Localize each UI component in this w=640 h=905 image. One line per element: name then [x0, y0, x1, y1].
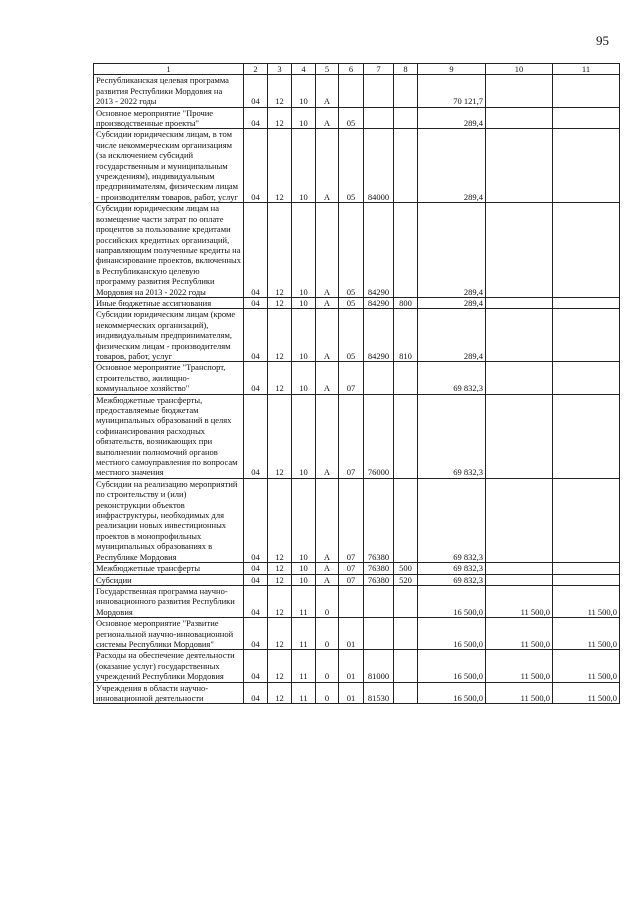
value-cell-11: [553, 563, 620, 574]
value-cell-5: А: [316, 203, 339, 298]
value-cell-7: [364, 585, 394, 617]
row-name-cell: Субсидии: [94, 574, 244, 585]
value-cell-6: 07: [339, 478, 364, 562]
value-cell-10: [486, 362, 553, 394]
value-cell-8: [394, 682, 418, 704]
value-cell-9: 289,4: [418, 309, 486, 362]
value-cell-7: [364, 618, 394, 650]
value-cell-4: 10: [292, 297, 316, 308]
header-cell-11: 11: [553, 64, 620, 75]
value-cell-4: 10: [292, 309, 316, 362]
value-cell-11: [553, 75, 620, 107]
value-cell-2: 04: [244, 107, 268, 129]
value-cell-5: 0: [316, 650, 339, 682]
row-name-cell: Субсидии юридическим лицам (кроме некоммерческих организаций), индивидуальным предпринимателям, физическим лицам - производителям товаров, работ, услуг: [94, 309, 244, 362]
table-row: [94, 563, 620, 574]
value-cell-11: 11 500,0: [553, 585, 620, 617]
value-cell-8: [394, 129, 418, 203]
table-row: [94, 650, 620, 682]
header-cell-3: 3: [268, 64, 292, 75]
row-name-cell: Государственная программа научно-инновационного развития Республики Мордовия: [94, 585, 244, 617]
value-cell-10: [486, 574, 553, 585]
table-row: [94, 478, 620, 562]
value-cell-9: 16 500,0: [418, 585, 486, 617]
value-cell-2: 04: [244, 309, 268, 362]
value-cell-4: 11: [292, 585, 316, 617]
value-cell-11: [553, 129, 620, 203]
header-cell-2: 2: [244, 64, 268, 75]
value-cell-10: [486, 107, 553, 129]
value-cell-10: [486, 563, 553, 574]
header-cell-9: 9: [418, 64, 486, 75]
value-cell-3: 12: [268, 574, 292, 585]
table-row: [94, 107, 620, 129]
value-cell-10: [486, 203, 553, 298]
value-cell-5: 0: [316, 585, 339, 617]
value-cell-9: 16 500,0: [418, 650, 486, 682]
value-cell-6: [339, 75, 364, 107]
value-cell-6: 07: [339, 362, 364, 394]
row-name-cell: Межбюджетные трансферты, предоставляемые бюджетам муниципальных образований в целях софинансирования расходных обязательств, возникающих при выполнении полномочий органов местного самоуправления по вопросам местного значения: [94, 394, 244, 478]
value-cell-9: 69 832,3: [418, 478, 486, 562]
value-cell-6: 07: [339, 574, 364, 585]
header-cell-6: 6: [339, 64, 364, 75]
row-name-cell: Учреждения в области научно-инновационной деятельности: [94, 682, 244, 704]
value-cell-3: 12: [268, 563, 292, 574]
value-cell-8: 500: [394, 563, 418, 574]
value-cell-9: 16 500,0: [418, 618, 486, 650]
value-cell-4: 10: [292, 129, 316, 203]
value-cell-2: 04: [244, 362, 268, 394]
value-cell-7: 76000: [364, 394, 394, 478]
value-cell-6: 05: [339, 129, 364, 203]
value-cell-11: [553, 394, 620, 478]
value-cell-11: 11 500,0: [553, 682, 620, 704]
header-row: [94, 64, 620, 75]
table-row: [94, 297, 620, 308]
value-cell-7: [364, 107, 394, 129]
value-cell-11: [553, 297, 620, 308]
value-cell-8: 520: [394, 574, 418, 585]
value-cell-8: [394, 107, 418, 129]
value-cell-5: А: [316, 563, 339, 574]
table-row: [94, 618, 620, 650]
table-row: [94, 574, 620, 585]
budget-table: [93, 63, 620, 704]
value-cell-11: [553, 309, 620, 362]
value-cell-6: 07: [339, 394, 364, 478]
value-cell-7: 76380: [364, 478, 394, 562]
value-cell-6: 05: [339, 203, 364, 298]
value-cell-9: 69 832,3: [418, 394, 486, 478]
header-cell-1: 1: [94, 64, 244, 75]
value-cell-6: 01: [339, 682, 364, 704]
value-cell-4: 11: [292, 650, 316, 682]
row-name-cell: Основное мероприятие "Транспорт, строительство, жилищно-коммунальное хозяйство": [94, 362, 244, 394]
value-cell-2: 04: [244, 297, 268, 308]
value-cell-9: 16 500,0: [418, 682, 486, 704]
value-cell-8: [394, 618, 418, 650]
value-cell-2: 04: [244, 585, 268, 617]
value-cell-3: 12: [268, 75, 292, 107]
row-name-cell: Субсидии на реализацию мероприятий по строительству и (или) реконструкции объектов инфраструктуры, необходимых для реализации новых инвестиционных проектов в монопрофильных муниципальных образованиях в Республике Мордовия: [94, 478, 244, 562]
value-cell-3: 12: [268, 478, 292, 562]
value-cell-5: А: [316, 107, 339, 129]
value-cell-6: 05: [339, 309, 364, 362]
value-cell-5: 0: [316, 682, 339, 704]
value-cell-4: 11: [292, 618, 316, 650]
value-cell-10: 11 500,0: [486, 618, 553, 650]
row-name-cell: Основное мероприятие "Развитие региональной научно-инновационной системы Республики Мордовия": [94, 618, 244, 650]
value-cell-7: 81000: [364, 650, 394, 682]
value-cell-3: 12: [268, 650, 292, 682]
value-cell-7: [364, 75, 394, 107]
value-cell-3: 12: [268, 362, 292, 394]
value-cell-6: 05: [339, 107, 364, 129]
value-cell-2: 04: [244, 563, 268, 574]
value-cell-3: 12: [268, 129, 292, 203]
value-cell-6: [339, 585, 364, 617]
value-cell-9: 70 121,7: [418, 75, 486, 107]
value-cell-4: 10: [292, 478, 316, 562]
value-cell-7: 81530: [364, 682, 394, 704]
value-cell-10: [486, 478, 553, 562]
value-cell-5: А: [316, 394, 339, 478]
header-cell-8: 8: [394, 64, 418, 75]
value-cell-8: 800: [394, 297, 418, 308]
value-cell-11: [553, 574, 620, 585]
value-cell-2: 04: [244, 129, 268, 203]
table-row: [94, 129, 620, 203]
value-cell-2: 04: [244, 650, 268, 682]
value-cell-8: 810: [394, 309, 418, 362]
header-cell-4: 4: [292, 64, 316, 75]
table-row: [94, 682, 620, 704]
value-cell-10: 11 500,0: [486, 585, 553, 617]
value-cell-5: А: [316, 574, 339, 585]
value-cell-5: А: [316, 362, 339, 394]
value-cell-11: [553, 107, 620, 129]
value-cell-8: [394, 478, 418, 562]
table-row: [94, 75, 620, 107]
value-cell-2: 04: [244, 574, 268, 585]
value-cell-9: 289,4: [418, 203, 486, 298]
row-name-cell: Субсидии юридическим лицам, в том числе некоммерческим организациям (за исключением субсидий государственным и муниципальным учреждениям), индивидуальным предпринимателям, физическим лицам - производителям товаров, работ, услуг: [94, 129, 244, 203]
row-name-cell: Основное мероприятие "Прочие производственные проекты": [94, 107, 244, 129]
value-cell-9: 69 832,3: [418, 574, 486, 585]
page-number: 95: [596, 33, 609, 48]
value-cell-3: 12: [268, 309, 292, 362]
value-cell-4: 10: [292, 362, 316, 394]
header-cell-5: 5: [316, 64, 339, 75]
value-cell-10: 11 500,0: [486, 682, 553, 704]
value-cell-8: [394, 585, 418, 617]
value-cell-4: 10: [292, 563, 316, 574]
value-cell-7: 84290: [364, 297, 394, 308]
value-cell-4: 10: [292, 574, 316, 585]
value-cell-5: А: [316, 309, 339, 362]
value-cell-8: [394, 203, 418, 298]
value-cell-5: А: [316, 75, 339, 107]
value-cell-6: 01: [339, 650, 364, 682]
value-cell-9: 289,4: [418, 107, 486, 129]
header-cell-7: 7: [364, 64, 394, 75]
value-cell-2: 04: [244, 478, 268, 562]
value-cell-8: [394, 650, 418, 682]
row-name-cell: Межбюджетные трансферты: [94, 563, 244, 574]
value-cell-3: 12: [268, 618, 292, 650]
value-cell-6: 01: [339, 618, 364, 650]
header-cell-10: 10: [486, 64, 553, 75]
row-name-cell: Иные бюджетные ассигнования: [94, 297, 244, 308]
value-cell-3: 12: [268, 107, 292, 129]
value-cell-3: 12: [268, 585, 292, 617]
value-cell-4: 10: [292, 394, 316, 478]
value-cell-9: 69 832,3: [418, 563, 486, 574]
value-cell-7: 84000: [364, 129, 394, 203]
table-row: [94, 309, 620, 362]
value-cell-2: 04: [244, 203, 268, 298]
value-cell-9: 289,4: [418, 129, 486, 203]
value-cell-2: 04: [244, 75, 268, 107]
value-cell-3: 12: [268, 297, 292, 308]
value-cell-4: 10: [292, 203, 316, 298]
value-cell-4: 10: [292, 75, 316, 107]
value-cell-11: 11 500,0: [553, 650, 620, 682]
value-cell-2: 04: [244, 618, 268, 650]
table-body: [94, 75, 620, 704]
table-row: [94, 394, 620, 478]
row-name-cell: Республиканская целевая программа развития Республики Мордовия на 2013 - 2022 годы: [94, 75, 244, 107]
value-cell-7: 76380: [364, 574, 394, 585]
value-cell-10: 11 500,0: [486, 650, 553, 682]
value-cell-7: 76380: [364, 563, 394, 574]
value-cell-4: 10: [292, 107, 316, 129]
value-cell-7: [364, 362, 394, 394]
value-cell-10: [486, 394, 553, 478]
value-cell-4: 11: [292, 682, 316, 704]
value-cell-10: [486, 309, 553, 362]
value-cell-9: 69 832,3: [418, 362, 486, 394]
value-cell-10: [486, 75, 553, 107]
value-cell-5: А: [316, 129, 339, 203]
value-cell-7: 84290: [364, 203, 394, 298]
value-cell-8: [394, 362, 418, 394]
value-cell-11: 11 500,0: [553, 618, 620, 650]
row-name-cell: Расходы на обеспечение деятельности (оказание услуг) государственных учреждений Республики Мордовия: [94, 650, 244, 682]
table-row: [94, 585, 620, 617]
value-cell-3: 12: [268, 203, 292, 298]
value-cell-5: А: [316, 478, 339, 562]
value-cell-3: 12: [268, 394, 292, 478]
table-row: [94, 362, 620, 394]
value-cell-9: 289,4: [418, 297, 486, 308]
value-cell-11: [553, 203, 620, 298]
value-cell-2: 04: [244, 394, 268, 478]
value-cell-8: [394, 75, 418, 107]
value-cell-11: [553, 478, 620, 562]
value-cell-3: 12: [268, 682, 292, 704]
value-cell-6: 05: [339, 297, 364, 308]
table-row: [94, 203, 620, 298]
value-cell-2: 04: [244, 682, 268, 704]
value-cell-8: [394, 394, 418, 478]
value-cell-11: [553, 362, 620, 394]
value-cell-6: 07: [339, 563, 364, 574]
value-cell-7: 84290: [364, 309, 394, 362]
row-name-cell: Субсидии юридическим лицам на возмещение части затрат по оплате процентов за пользование кредитами российских кредитных организаций, направляющим полученные кредиты на финансирование проектов, включенных в Республиканскую целевую программу развития Республики Мордовия на 2013 - 2022 годы: [94, 203, 244, 298]
value-cell-5: 0: [316, 618, 339, 650]
value-cell-5: А: [316, 297, 339, 308]
value-cell-10: [486, 129, 553, 203]
value-cell-10: [486, 297, 553, 308]
